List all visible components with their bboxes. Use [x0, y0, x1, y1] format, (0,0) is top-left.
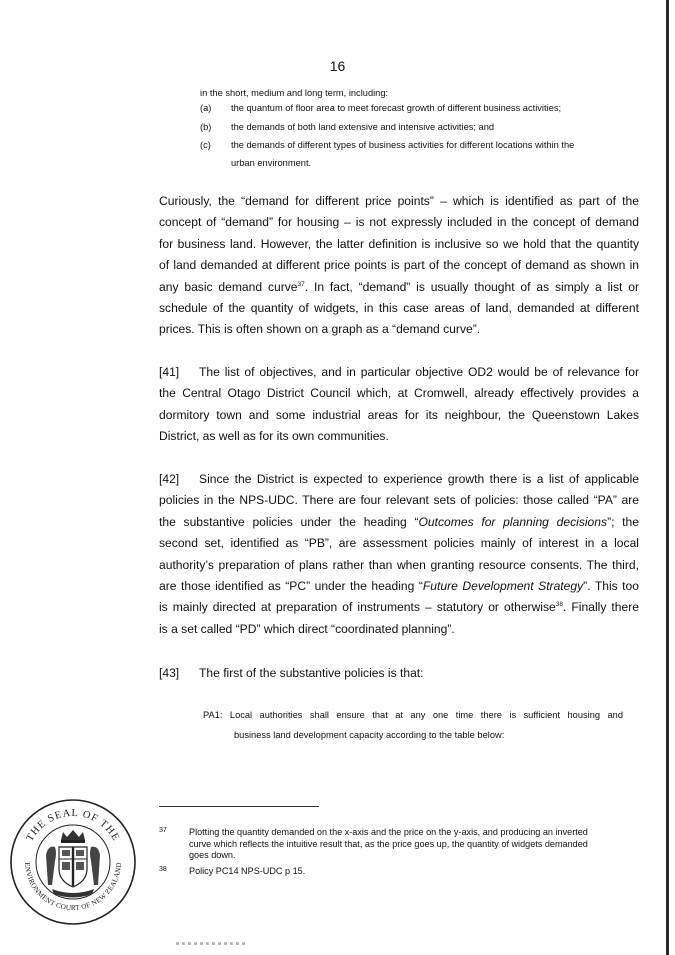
quote-item-label: (b)	[200, 122, 212, 132]
footnote-text	[189, 866, 641, 878]
paragraph-line: of land demanded at different price points is part of the concept of demand as shown in	[159, 258, 639, 273]
paragraph-line	[159, 576, 639, 597]
footnote-line: curve which reflects the intuitive result that, as the price goes up, the quantity of widgets demanded	[189, 838, 588, 849]
quote-line: business land development capacity according to the table below:	[234, 729, 505, 740]
paragraph-43	[159, 663, 639, 684]
quote-item-text: the demands of both land extensive and intensive activities; and	[231, 122, 495, 132]
quote-item-text: the quantum of floor area to meet forecast growth of different business activities;	[231, 103, 562, 113]
footnote-text	[189, 827, 641, 862]
text-run: . In fact, “demand” is usually thought of as simply a list or	[304, 279, 639, 294]
quote-item-text	[231, 136, 631, 172]
text-run: ”; the	[607, 514, 639, 529]
paragraph-line: prices. This is often shown on a graph as a “demand curve”.	[159, 322, 481, 337]
italic-heading: Future Development Strategy	[422, 578, 584, 593]
text-run: Since the District is expected to experience growth there is a list of applicable	[199, 472, 639, 486]
text-run: . Finally there	[563, 600, 639, 615]
text-run: The first of the substantive policies is that:	[199, 666, 424, 680]
paragraph-line: authority’s preparation of plans rather than when granting resource consents. The third,	[159, 557, 639, 572]
paragraph-line	[159, 469, 639, 490]
paragraph-curiously	[159, 191, 639, 341]
paragraph-42	[159, 469, 639, 640]
paragraph-line	[159, 597, 639, 618]
paragraph-line: is a set called “PD” which direct “coordinated planning”.	[159, 621, 455, 636]
italic-heading: Outcomes for planning decisions	[418, 514, 608, 529]
paragraph-line	[159, 512, 639, 533]
paragraph-number: [43]	[159, 666, 180, 680]
text-run: is mainly directed at preparation of instruments – statutory or otherwise	[159, 600, 556, 615]
page-edge-shadow	[666, 0, 669, 955]
quote-item-label: (c)	[200, 140, 211, 150]
footnote-ref: 37	[297, 280, 305, 288]
quote-lead: in the short, medium and long term, including:	[200, 88, 389, 98]
paragraph-number: [42]	[159, 472, 180, 486]
text-run: any basic demand curve	[159, 279, 298, 294]
quote-item-line: urban environment.	[231, 158, 312, 168]
footnote-line: Policy PC14 NPS-UDC p 15.	[189, 866, 306, 876]
quote-line: PA1: Local authorities shall ensure that at any one time there is sufficient housing and	[203, 710, 623, 720]
footnote-line: Plotting the quantity demanded on the x-axis and the price on the y-axis, and producing an inverted	[189, 827, 588, 837]
footnote-number: 38	[159, 866, 167, 873]
footnote-number: 37	[159, 827, 167, 834]
text-run: are those identified as “PC” under the heading “	[159, 578, 423, 593]
paragraph-line: second set, identified as “PB”, are assessment policies mainly of interest in a local	[159, 536, 639, 551]
footnote-separator	[159, 806, 319, 807]
policy-pa1-quote	[203, 706, 623, 745]
paragraph-line	[159, 362, 639, 383]
paragraph-line: for business land. However, the latter definition is inclusive so we hold that the quantity	[159, 236, 639, 251]
paragraph-line	[159, 663, 639, 684]
paragraph-line: schedule of the quantity of widgets, in this case areas of land, demanded at different	[159, 300, 639, 315]
paragraph-line: Curiously, the “demand for different price points” – which is identified as part of the	[159, 194, 639, 208]
paragraph-number: [41]	[159, 365, 180, 379]
paragraph-line: concept of “demand” for housing – is not expressly included in the concept of demand	[159, 215, 639, 230]
svg-text:ENVIRONMENT COURT OF NEW ZEALA: ENVIRONMENT COURT OF NEW ZEALAND	[22, 862, 124, 913]
paragraph-line: policies in the NPS-UDC. There are four relevant sets of policies: those called “PA” are	[159, 493, 639, 508]
paragraph-line: dormitory town and some industrial areas for its neighbour, the Queenstown Lakes	[159, 407, 639, 422]
paragraph-line: the Central Otago District Council which, at Cromwell, already effectively provides a	[159, 386, 639, 401]
page-number: 16	[329, 58, 346, 74]
footnote-ref: 38	[555, 601, 563, 609]
paragraph-line: District, as well as for its own communities.	[159, 429, 389, 444]
text-run: ”. This too	[583, 578, 639, 593]
court-seal-image	[8, 797, 138, 927]
footnote-line: goes down.	[189, 850, 236, 860]
text-run: the substantive policies under the heading “	[159, 514, 419, 529]
svg-text:THE SEAL OF THE: THE SEAL OF THE	[24, 807, 122, 844]
quote-item-line: the demands of different types of business activities for different locations within the	[231, 140, 575, 150]
scan-artifact	[176, 942, 246, 945]
paragraph-41	[159, 362, 639, 448]
quote-item-label: (a)	[200, 103, 212, 113]
paragraph-line	[159, 277, 639, 298]
text-run: The list of objectives, and in particular objective OD2 would be of relevance for	[199, 365, 639, 379]
